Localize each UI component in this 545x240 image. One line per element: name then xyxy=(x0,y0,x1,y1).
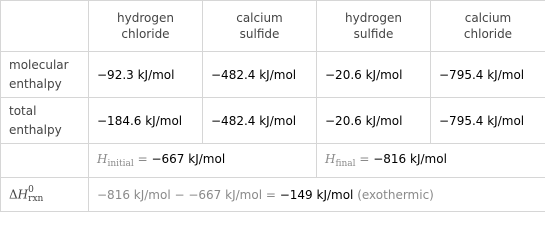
corner-cell xyxy=(1,1,89,52)
table-row-molecular-enthalpy xyxy=(1,52,545,98)
row-header-line: molecular xyxy=(9,57,69,72)
col-header-line: chloride xyxy=(463,27,513,41)
initial-subscript: initial xyxy=(107,159,134,169)
table-cell: −482.4 kJ/mol xyxy=(203,52,317,98)
col-header-line: chloride xyxy=(121,27,170,41)
row-header-line: total xyxy=(9,103,37,118)
reaction-enthalpy-symbol xyxy=(1,178,89,212)
col-header-line: sulfide xyxy=(239,27,280,41)
col-header-line: hydrogen xyxy=(345,11,402,25)
enthalpy-symbol: H xyxy=(17,187,29,201)
final-value: −816 kJ/mol xyxy=(373,152,447,166)
row-header-line: enthalpy xyxy=(9,76,62,91)
col-header-line: sulfide xyxy=(353,27,394,41)
reaction-enthalpy-cell xyxy=(89,178,545,212)
col-header-line: calcium xyxy=(236,11,283,25)
header-row xyxy=(1,1,545,52)
table-cell: −795.4 kJ/mol xyxy=(431,98,545,144)
row-header-molecular-enthalpy xyxy=(1,52,89,98)
subscript: rxn xyxy=(28,193,44,204)
reaction-result: −149 kJ/mol xyxy=(279,187,354,202)
reaction-expression: −816 kJ/mol − −667 kJ/mol = xyxy=(97,187,280,202)
table-row-reaction-enthalpy xyxy=(1,178,545,212)
row-header-line: enthalpy xyxy=(9,122,62,137)
final-enthalpy-cell xyxy=(317,144,545,178)
col-header-calcium-sulfide xyxy=(203,1,317,52)
col-header-calcium-chloride xyxy=(431,1,545,52)
row-header-total-enthalpy xyxy=(1,98,89,144)
table-row-total-enthalpy xyxy=(1,98,545,144)
delta-symbol: Δ xyxy=(9,187,18,201)
superscript: 0 xyxy=(28,184,34,195)
col-header-line: calcium xyxy=(464,11,512,25)
table-cell: −20.6 kJ/mol xyxy=(317,98,431,144)
initial-enthalpy-cell xyxy=(89,144,317,178)
table-cell: −92.3 kJ/mol xyxy=(89,52,203,98)
equals-sign: = xyxy=(137,152,148,166)
table-cell: −795.4 kJ/mol xyxy=(431,52,545,98)
table-row-initial-final xyxy=(1,144,545,178)
col-header-hydrogen-chloride xyxy=(89,1,203,52)
table-cell: −20.6 kJ/mol xyxy=(317,52,431,98)
col-header-line: hydrogen xyxy=(117,11,174,25)
final-subscript: final xyxy=(335,159,356,169)
reaction-note: (exothermic) xyxy=(353,187,434,202)
col-header-hydrogen-sulfide xyxy=(317,1,431,52)
initial-symbol: H xyxy=(97,152,108,166)
initial-value: −667 kJ/mol xyxy=(151,152,226,166)
table-cell: −184.6 kJ/mol xyxy=(89,98,203,144)
equals-sign: = xyxy=(359,152,370,166)
empty-cell xyxy=(1,144,89,178)
final-symbol: H xyxy=(325,152,336,166)
script-stack xyxy=(28,186,43,204)
table-cell: −482.4 kJ/mol xyxy=(203,98,317,144)
